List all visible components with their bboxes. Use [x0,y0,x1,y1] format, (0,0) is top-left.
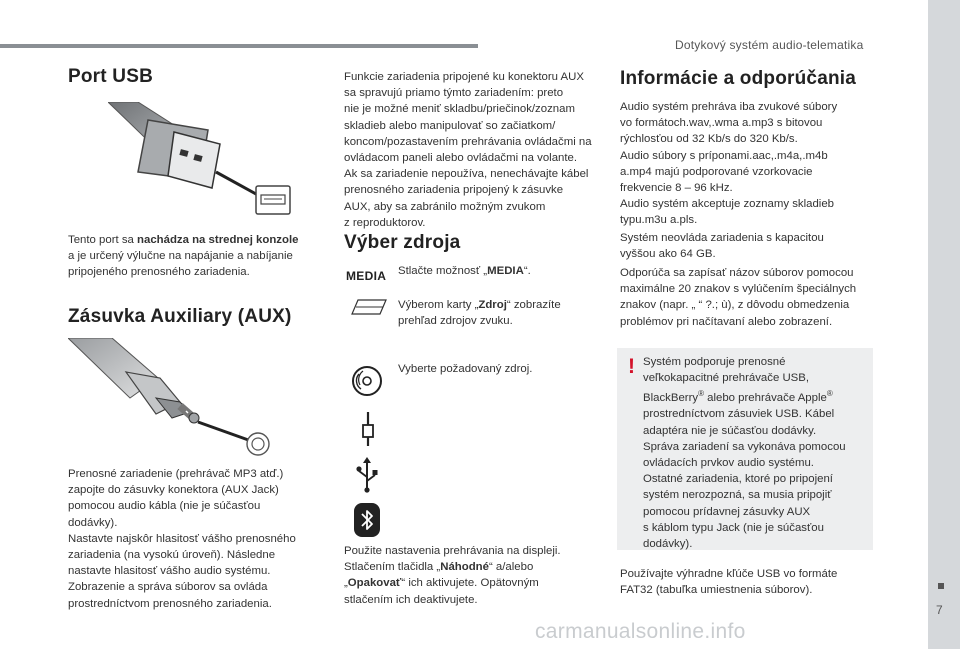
info-line: a.mp4 majú podporované vzorkovacie [620,165,813,178]
aux-description [68,466,328,612]
intro-line: skladieb alebo manipulovať so začiatkom/ [344,119,556,132]
aux-jack-illustration [68,338,274,456]
warning-icon: ! [628,355,635,378]
info-heading: Informácie a odporúčania [620,68,857,89]
bottom-line2-pre: Stlačením tlačidla „ [344,561,441,574]
note-line: ovládacích prvkov audio systému. [643,457,814,470]
aux-jack-icon [358,411,378,447]
bottom-line1: Použite nastavenia prehrávania na displeji. [344,545,561,557]
bluetooth-icon [354,503,380,537]
running-header: Dotykový systém audio-telematika [675,38,864,52]
aux-text-line: Nastavte najskôr hlasitosť vášho prenosného [68,532,296,545]
registered-mark: ® [698,389,704,399]
aux-text-line: Prenosné zariadenie (prehrávač MP3 atď.) [68,468,284,480]
note-line: systém nerozpozná, sa musia pripojiť [643,489,832,502]
note-line: pomocou prídavnej zásuvky AUX [643,505,811,518]
note-line: alebo prehrávače Apple [703,392,827,405]
aux-heading: Zásuvka Auxiliary (AUX) [68,306,292,327]
info-line: problémov pri načítavaní alebo zobrazení. [620,315,833,328]
usb-icon [354,457,380,493]
note-line: Správa zariadení sa vykonáva pomocou [643,440,846,453]
media-icon: MEDIA [346,269,387,283]
warning-note-text [643,354,868,552]
aux-text-line: dodávky). [68,516,118,529]
step2-bold: Zdroj [478,299,507,311]
info-formats [620,99,890,229]
intro-line: koncom/pozastavením prehrávania ovládačmi na [344,135,592,148]
info-line: Audio systém akceptuje zoznamy skladieb [620,198,834,211]
aux-text-line: nastavte hlasitosť vášho audio systému. [68,565,271,578]
step1-post: “. [523,265,531,277]
note-line: s káblom typu Jack (nie je súčasťou [643,521,824,534]
info-line: znakov (napr. „ “ ?.; ù), z dôvodu obmedzenia [620,299,850,312]
aux-text-line: Zobrazenie a správa súborov sa ovláda [68,581,268,594]
source-heading: Výber zdroja [344,232,461,253]
info-line: typu.m3u a.pls. [620,214,698,227]
note-line: Ostatné zariadenia, ktoré po pripojení [643,473,833,486]
side-strip [928,0,960,649]
note-line: veľkokapacitné prehrávače USB, [643,372,810,385]
step-media [398,263,598,279]
intro-line: Funkcie zariadenia pripojené ku konektoru AUX [344,71,584,83]
usb-text-line: pripojeného prenosného zariadenia. [68,266,250,279]
info-line: frekvencie 8 – 96 kHz. [620,182,733,195]
bottom-line4: stlačením ich deaktivujete. [344,593,478,606]
intro-line: AUX, aby sa zabránilo možným zvukom [344,200,546,213]
step1-pre: Stlačte možnosť „ [398,265,488,277]
registered-mark: ® [826,389,833,399]
step2-pre: Výberom karty „ [398,299,479,311]
aux-text-line: zapojte do zásuvky konektora (AUX Jack) [68,484,279,497]
step-source-tab [398,297,608,329]
note-line: adaptéra nie je súčasťou dodávky. [643,424,817,437]
intro-line: Ak sa zariadenie nepoužíva, nenechávajte kábel [344,168,589,181]
info-line: Audio súbory s príponami.aac,.m4a,.m4b [620,149,828,162]
bottom-line2-post: “ a/alebo [488,561,534,574]
aux-text-line: pomocou audio kábla (nie je súčasťou [68,500,261,513]
aux-control-note [344,69,608,231]
info-line: Používajte výhradne kľúče USB vo formáte [620,568,838,580]
note-line: prostredníctvom zásuviek USB. Kábel [643,408,835,421]
step1-bold: MEDIA [487,265,524,277]
info-line: vo formátoch.wav,.wma a.mp3 s bitovou [620,117,823,130]
info-line: FAT32 (tabuľka umiestnenia súborov). [620,584,813,597]
intro-line: ovládacom paneli alebo ovládačmi na volante. [344,152,578,165]
repeat-label: Opakovať [347,577,402,590]
info-line: vyššou ako 64 GB. [620,248,716,261]
intro-line: sa spravujú priamo týmto zariadením: preto [344,87,564,100]
usb-text-bold: nachádza na strednej konzole [137,234,299,246]
info-line: rýchlosťou od 32 Kb/s do 320 Kb/s. [620,133,798,146]
header-rule [0,44,478,48]
watermark: carmanualsonline.info [535,620,746,643]
info-line: Audio systém prehráva iba zvukové súbory [620,101,838,113]
aux-text-line: zariadenia (na vysokú úroveň). Následne [68,549,276,562]
step2-post: “ zobrazíte [506,299,561,311]
usb-text-line: a je určený výlučne na napájanie a nabíjanie [68,250,293,263]
aux-text-line: prostredníctvom prenosného zariadenia. [68,597,272,610]
usb-heading: Port USB [68,66,153,87]
disc-icon [351,365,383,397]
note-line: Systém podporuje prenosné [643,356,786,368]
playback-settings-note [344,543,608,608]
info-fat32 [620,566,890,598]
note-line: BlackBerry [643,392,699,405]
info-filenames [620,265,910,330]
step2-line2: prehľad zdrojov zvuku. [398,315,513,328]
info-line: Odporúča sa zapísať názov súborov pomocou [620,267,854,279]
bottom-line3-pre: „ [344,577,348,590]
random-label: Náhodné [440,561,489,574]
info-line: Systém neovláda zariadenia s kapacitou [620,232,824,244]
step-select-source: Vyberte požadovaný zdroj. [398,363,533,375]
usb-text-pre: Tento port sa [68,234,138,246]
info-capacity [620,230,890,262]
bottom-line3-post: “ ich aktivujete. Opätovným [401,577,539,590]
page-number: 7 [936,603,943,617]
intro-line: nie je možné meniť skladbu/priečinok/zoznam [344,103,575,116]
usb-description [68,232,328,281]
tab-icon [350,297,388,317]
intro-line: prenosného zariadenia pripojený k zásuvke [344,184,564,197]
note-line: dodávky). [643,538,693,551]
side-bullet [938,583,944,589]
intro-line: z reproduktorov. [344,216,426,229]
info-line: maximálne 20 znakov s vylúčením špeciálnych [620,283,857,296]
usb-connector-illustration [108,102,298,220]
